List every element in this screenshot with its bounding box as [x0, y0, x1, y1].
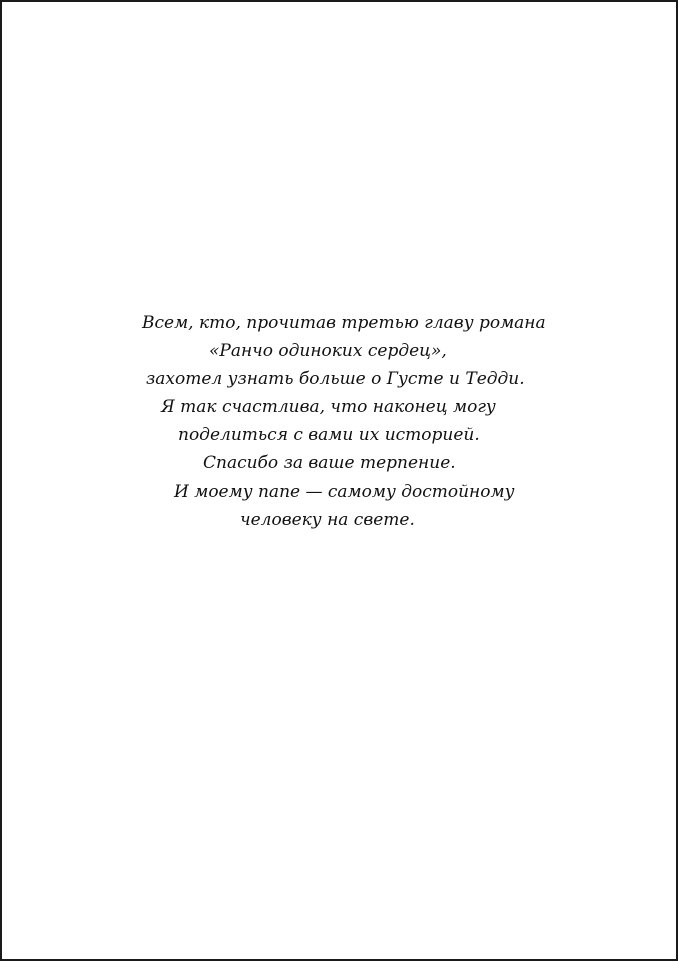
dedication-block — [2, 2, 676, 959]
dedication-line-6: Спасибо за ваше терпение. — [203, 453, 456, 473]
dedication-line-5: поделиться с вами их историей. — [178, 425, 480, 445]
dedication-line-3: захотел узнать больше о Густе и Тедди. — [146, 369, 525, 389]
dedication-line-4: Я так счастлива, что наконец могу — [161, 397, 496, 417]
dedication-line-7: И моему папе — самому достойному — [174, 482, 515, 502]
dedication-line-2: «Ранчо одиноких сердец», — [209, 341, 447, 361]
dedication-line-1: Всем, кто, прочитав третью главу романа — [142, 313, 546, 333]
dedication-line-8: человеку на свете. — [240, 510, 415, 530]
